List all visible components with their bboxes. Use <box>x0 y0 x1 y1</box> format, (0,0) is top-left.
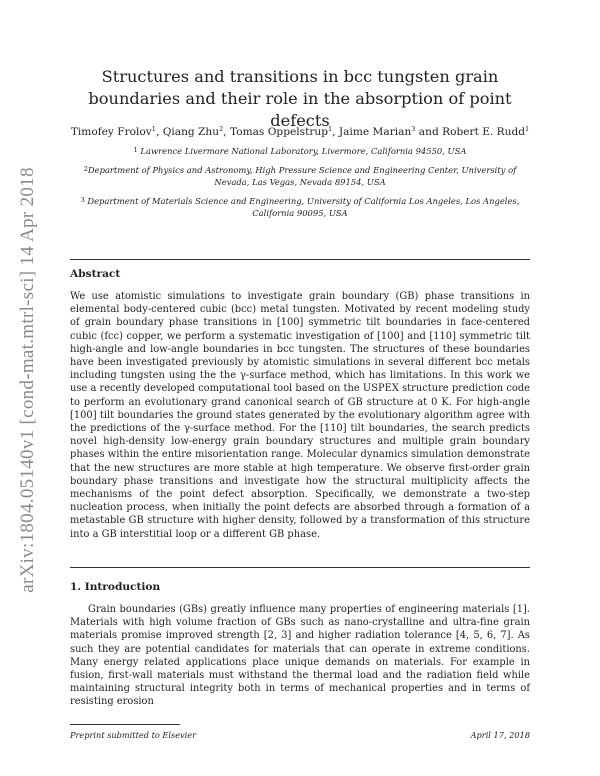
affiliation-text: Lawrence Livermore National Laboratory, Livermore, California 94550, USA <box>140 146 467 156</box>
author-affil-mark: 1 <box>151 125 156 133</box>
abstract-top-rule <box>70 259 530 260</box>
affiliation-text: Department of Physics and Astronomy, High Pressure Science and Engineering Center, University of Nevada, Las Vegas, Nevada 89154, USA <box>87 165 517 187</box>
footer-rule <box>70 724 180 725</box>
abstract-bottom-rule <box>70 567 530 568</box>
author-name: Robert E. Rudd <box>442 126 526 138</box>
affiliation-number: 2 <box>83 165 88 173</box>
paper-title: Structures and transitions in bcc tungsten grain boundaries and their role in the absorption of point defects <box>88 67 512 130</box>
arxiv-stamp-text: arXiv:1804.05140v1 [cond-mat.mtrl-sci] 14 Apr 2018 <box>17 167 38 593</box>
affiliation-number: 3 <box>80 196 85 204</box>
abstract-text: We use atomistic simulations to investigate grain boundary (GB) phase transitions in elemental body-centered cubic (bcc) metal tungsten. Motivated by recent modeling study of grain boundary phase transitions in [100] symmetric tilt boundaries in face-centered cubic (fcc) copper, we perform a systematic investigation of [100] and [110] symmetric tilt high-angle and low-angle boundaries in bcc tungsten. The structures of these boundaries have been investigated previously by atomistic simulations in several different bcc metals including tungsten using the the γ-surface method, which has limitations. In this work we use a recently developed computational tool based on the USPEX structure prediction code to perform an evolutionary grand canonical search of GB structure at 0 K. For high-angle [100] tilt boundaries the ground states generated by the evolutionary algorithm agree with the predictions of the γ-surface method. For the [110] tilt boundaries, the search predicts novel high-density low-energy grain boundary structures and multiple grain boundary phases within the entire misorientation range. Molecular dynamics simulation demonstrate that the new structures are more stable at high temperature. We observe first-order grain boundary phase transitions and investigate how the structural multiplicity affects the mechanisms of the point defect absorption. Specifically, we demonstrate a two-step nucleation process, when initially the point defects are absorbed through a formation of a metastable GB structure with higher density, followed by a transformation of this structure into a GB interstitial loop or a different GB phase. <box>70 291 530 540</box>
author-affil-mark: 3 <box>411 125 416 133</box>
author-affil-mark: 1 <box>525 125 530 133</box>
section-heading: 1. Introduction <box>70 581 161 593</box>
author-name: Jaime Marian <box>338 126 412 138</box>
author-name: Qiang Zhu <box>162 126 220 138</box>
author-name: Tomas Oppelstrup <box>229 126 329 138</box>
author-list: Timofey Frolov$^1$, Qiang Zhu$^2$, Tomas Oppelstrup$^1$, Jaime Marian$^3$ and Robert E. Rudd$^1$ <box>70 125 530 138</box>
affiliation-text: Department of Materials Science and Engineering, University of California Los Angeles, Los Angeles, California 90095, USA <box>87 196 520 218</box>
author-affil-mark: 2 <box>219 125 224 133</box>
intro-text: Grain boundaries (GBs) greatly influence many properties of engineering materials [1]. Materials with high volume fraction of GBs such as nano-crystalline and ultra-fine grain materials promise improved strength [2, 3] and higher radiation tolerance [4, 5, 6, 7]. As such they are potential candidates for materials that can operate in extreme conditions. Many energy related applications place unique demands on materials. For example in fusion, first-wall materials must withstand the thermal load and the radiation field while maintaining structural integrity both in terms of mechanical properties and in terms of resisting erosion <box>70 604 530 708</box>
footer-date: April 17, 2018 <box>470 730 530 740</box>
affiliation <box>70 164 530 188</box>
footer-preprint: Preprint submitted to Elsevier <box>70 730 197 740</box>
affiliation <box>70 145 530 157</box>
arxiv-stamp <box>8 120 48 640</box>
abstract-heading: Abstract <box>70 268 121 280</box>
affiliation-number: 1 <box>133 146 138 154</box>
author-name: Timofey Frolov <box>70 126 152 138</box>
affiliation <box>70 195 530 219</box>
author-affil-mark: 1 <box>328 125 333 133</box>
